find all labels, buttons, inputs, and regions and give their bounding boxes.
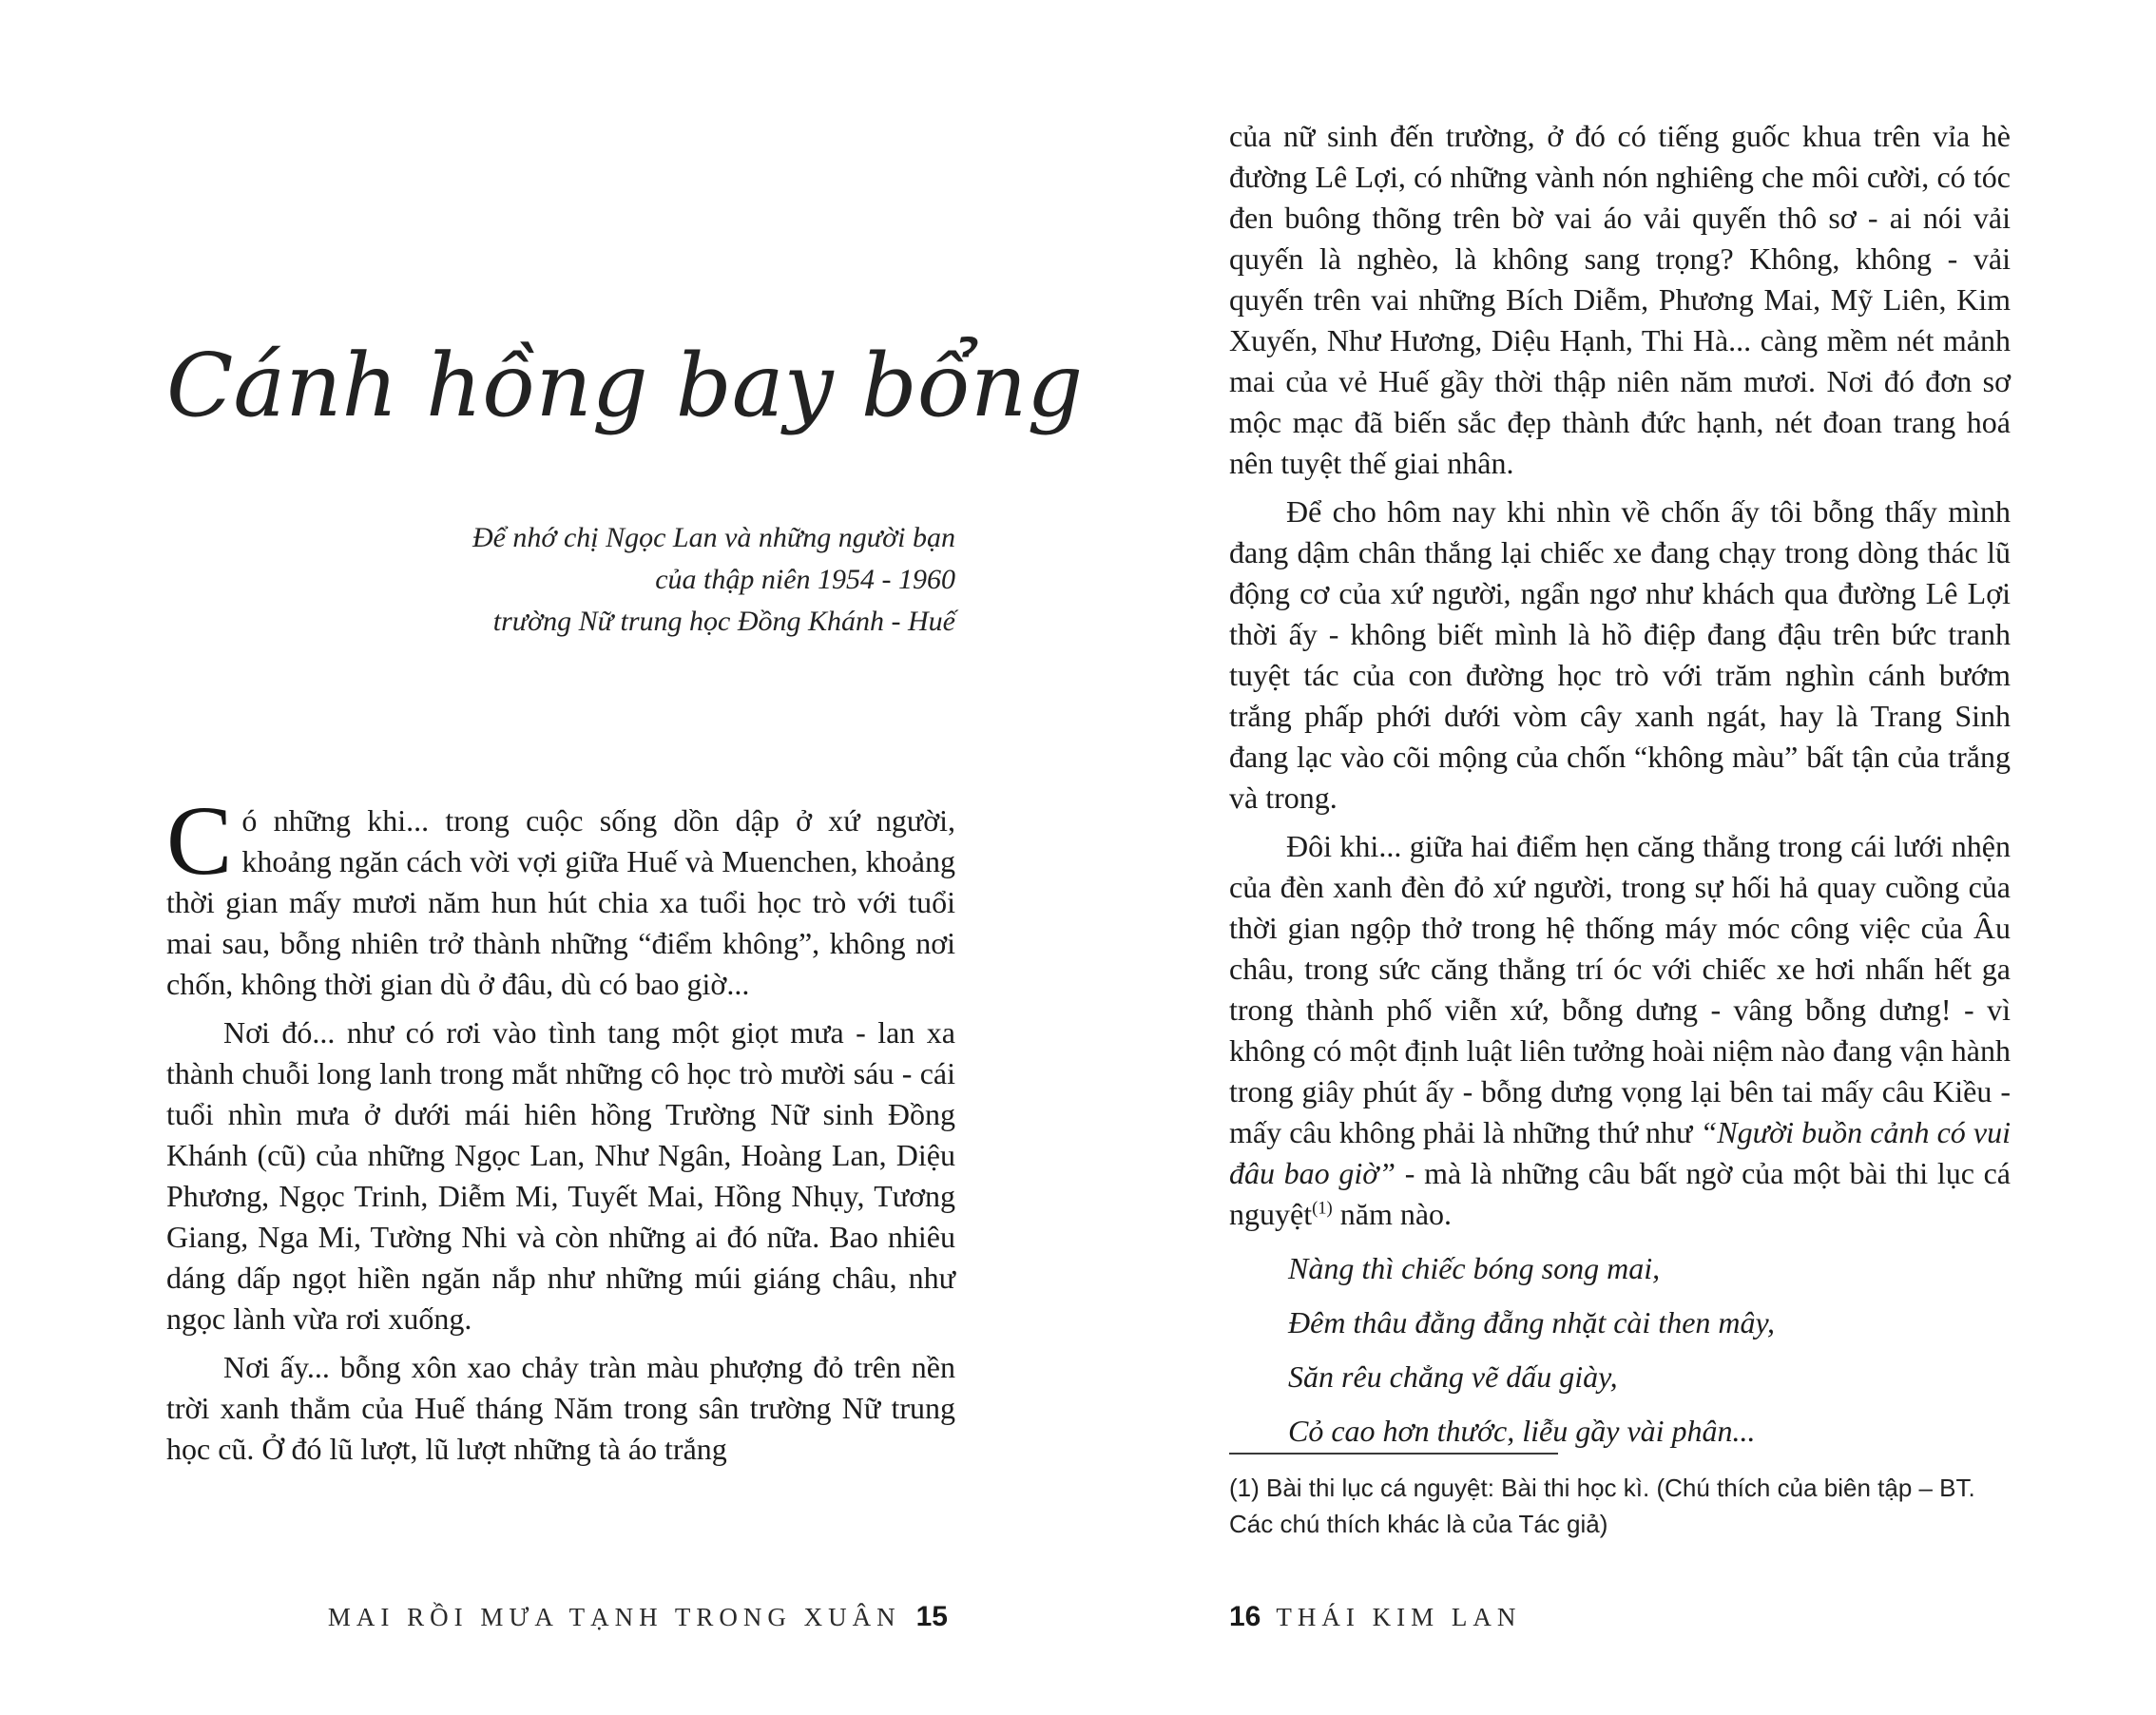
paragraph-text: - mà là những câu bất ngờ của một bài thi lục cá nguyệt bbox=[1229, 1156, 2012, 1231]
paragraph-text: năm nào. bbox=[1332, 1197, 1453, 1231]
dedication-line-1: Để nhớ chị Ngọc Lan và những người bạn bbox=[472, 522, 955, 553]
page-right bbox=[1229, 0, 2011, 1715]
running-footer-left bbox=[328, 1601, 948, 1633]
paragraph-text: Đôi khi... giữa hai điểm hẹn căng thẳng trong cái lưới nhện của đèn xanh đèn đỏ xứ người, trong sự hối hả quay cuồng của thời gian ngộp thở trong hệ thống máy móc công việc của Âu châu, trong sức căng thẳng trí óc với chiếc xe hơi nhấn hết ga trong thành phố viễn xứ, bỗng dưng - vâng bỗng dưng! - vì không có một định luật liên tưởng hoài niệm nào đang vận hành trong giây phút ấy - bỗng dưng vọng lại bên tai mấy câu Kiều - mấy câu không phải là những thứ như bbox=[1229, 829, 2011, 1149]
paragraph bbox=[166, 786, 955, 1005]
running-footer-right bbox=[1229, 1601, 1521, 1633]
body-text-left bbox=[166, 786, 955, 1477]
kieu-quote: “Người buồn cảnh có vui đâu bao giờ” bbox=[1229, 1115, 2012, 1190]
page-left bbox=[166, 0, 1084, 1715]
footnote-divider bbox=[1229, 1453, 1558, 1455]
paragraph: Nơi đó... như có rơi vào tình tang một giọt mưa - lan xa thành chuỗi long lanh trong mắt những cô học trò mười sáu - cái tuổi nhìn mưa ở dưới mái hiên hồng Trường Nữ sinh Đồng Khánh (cũ) của những Ngọc Lan, Như Ngân, Hoàng Lan, Diệu Phương, Ngọc Trinh, Diễm Mi, Tuyết Mai, Hồng Nhụy, Tương Giang, Nga Mi, Tường Nhi và còn những ai đó nữa. Bao nhiêu dáng dấp ngọt hiền ngăn nắp như những múi giáng châu, như ngọc lành vừa rơi xuống. bbox=[166, 1015, 955, 1336]
poem-line: Săn rêu chẳng vẽ dấu giày, bbox=[1288, 1359, 1618, 1394]
page-number: 15 bbox=[915, 1601, 948, 1632]
running-title: MAI RỒI MƯA TẠNH TRONG XUÂN bbox=[327, 1603, 901, 1631]
chapter-title: Cánh hồng bay bổng bbox=[166, 335, 1084, 436]
paragraph-text: ó những khi... trong cuộc sống dồn dập ở xứ người, khoảng ngăn cách vời vợi giữa Huế và Muenchen, khoảng thời gian mấy mươi năm hun hút chia xa tuổi học trò với tuổi mai sau, bỗng nhiên trở thành những “điểm không”, không nơi chốn, không thời gian dù ở đâu, dù có bao giờ... bbox=[166, 803, 955, 1001]
author-name: THÁI KIM LAN bbox=[1276, 1603, 1522, 1631]
paragraph bbox=[1229, 826, 2011, 1235]
footnote-reference: (1) bbox=[1312, 1198, 1333, 1219]
footnote-text: (1) Bài thi lục cá nguyệt: Bài thi học kì. (Chú thích của biên tập – BT. Các chú thích khác là của Tác giả) bbox=[1229, 1474, 1975, 1538]
page-number: 16 bbox=[1229, 1601, 1261, 1632]
body-text-right bbox=[1229, 116, 2011, 1465]
poem-line: Đêm thâu đằng đẵng nhặt cài then mây, bbox=[1288, 1305, 1775, 1339]
poem-line: Nàng thì chiếc bóng song mai, bbox=[1288, 1251, 1661, 1285]
poem bbox=[1229, 1248, 2011, 1452]
paragraph: của nữ sinh đến trường, ở đó có tiếng guốc khua trên vỉa hè đường Lê Lợi, có những vành nón nghiêng che môi cười, có tóc đen buông thõng trên bờ vai áo vải quyến thô sơ - ai nói vải quyến là nghèo, là không sang trọng? Không, không - vải quyến trên vai những Bích Diễm, Phương Mai, Mỹ Liên, Kim Xuyến, Như Hương, Diệu Hạnh, Thi Hà... càng mềm nét mảnh mai của vẻ Huế gầy thời thập niên năm mươi. Nơi đó đơn sơ mộc mạc đã biến sắc đẹp thành đức hạnh, nét đoan trang hoá nên tuyệt thế giai nhân. bbox=[1229, 119, 2011, 480]
dedication-line-2: của thập niên 1954 - 1960 bbox=[655, 564, 955, 595]
dedication bbox=[166, 517, 955, 643]
poem-line: Cỏ cao hơn thước, liễu gầy vài phân... bbox=[1288, 1414, 1756, 1448]
dedication-line-3: trường Nữ trung học Đồng Khánh - Huế bbox=[492, 606, 955, 637]
paragraph: Để cho hôm nay khi nhìn về chốn ấy tôi bỗng thấy mình đang dậm chân thắng lại chiếc xe đang chạy trong dòng thác lũ động cơ của xứ người, ngẩn ngơ như khách qua đường Lê Lợi thời ấy - không biết mình là hồ điệp đang đậu trên bức tranh tuyệt tác của con đường học trò với trăm nghìn cánh bướm trắng phấp phới dưới vòm cây xanh ngát, hay là Trang Sinh đang lạc vào cõi mộng của chốn “không màu” bất tận của trắng và trong. bbox=[1229, 494, 2011, 815]
drop-cap: C bbox=[166, 786, 233, 896]
paragraph: Nơi ấy... bỗng xôn xao chảy tràn màu phượng đỏ trên nền trời xanh thẳm của Huế tháng Năm trong sân trường Nữ trung học cũ. Ở đó lũ lượt, lũ lượt những tà áo trắng bbox=[166, 1350, 955, 1466]
